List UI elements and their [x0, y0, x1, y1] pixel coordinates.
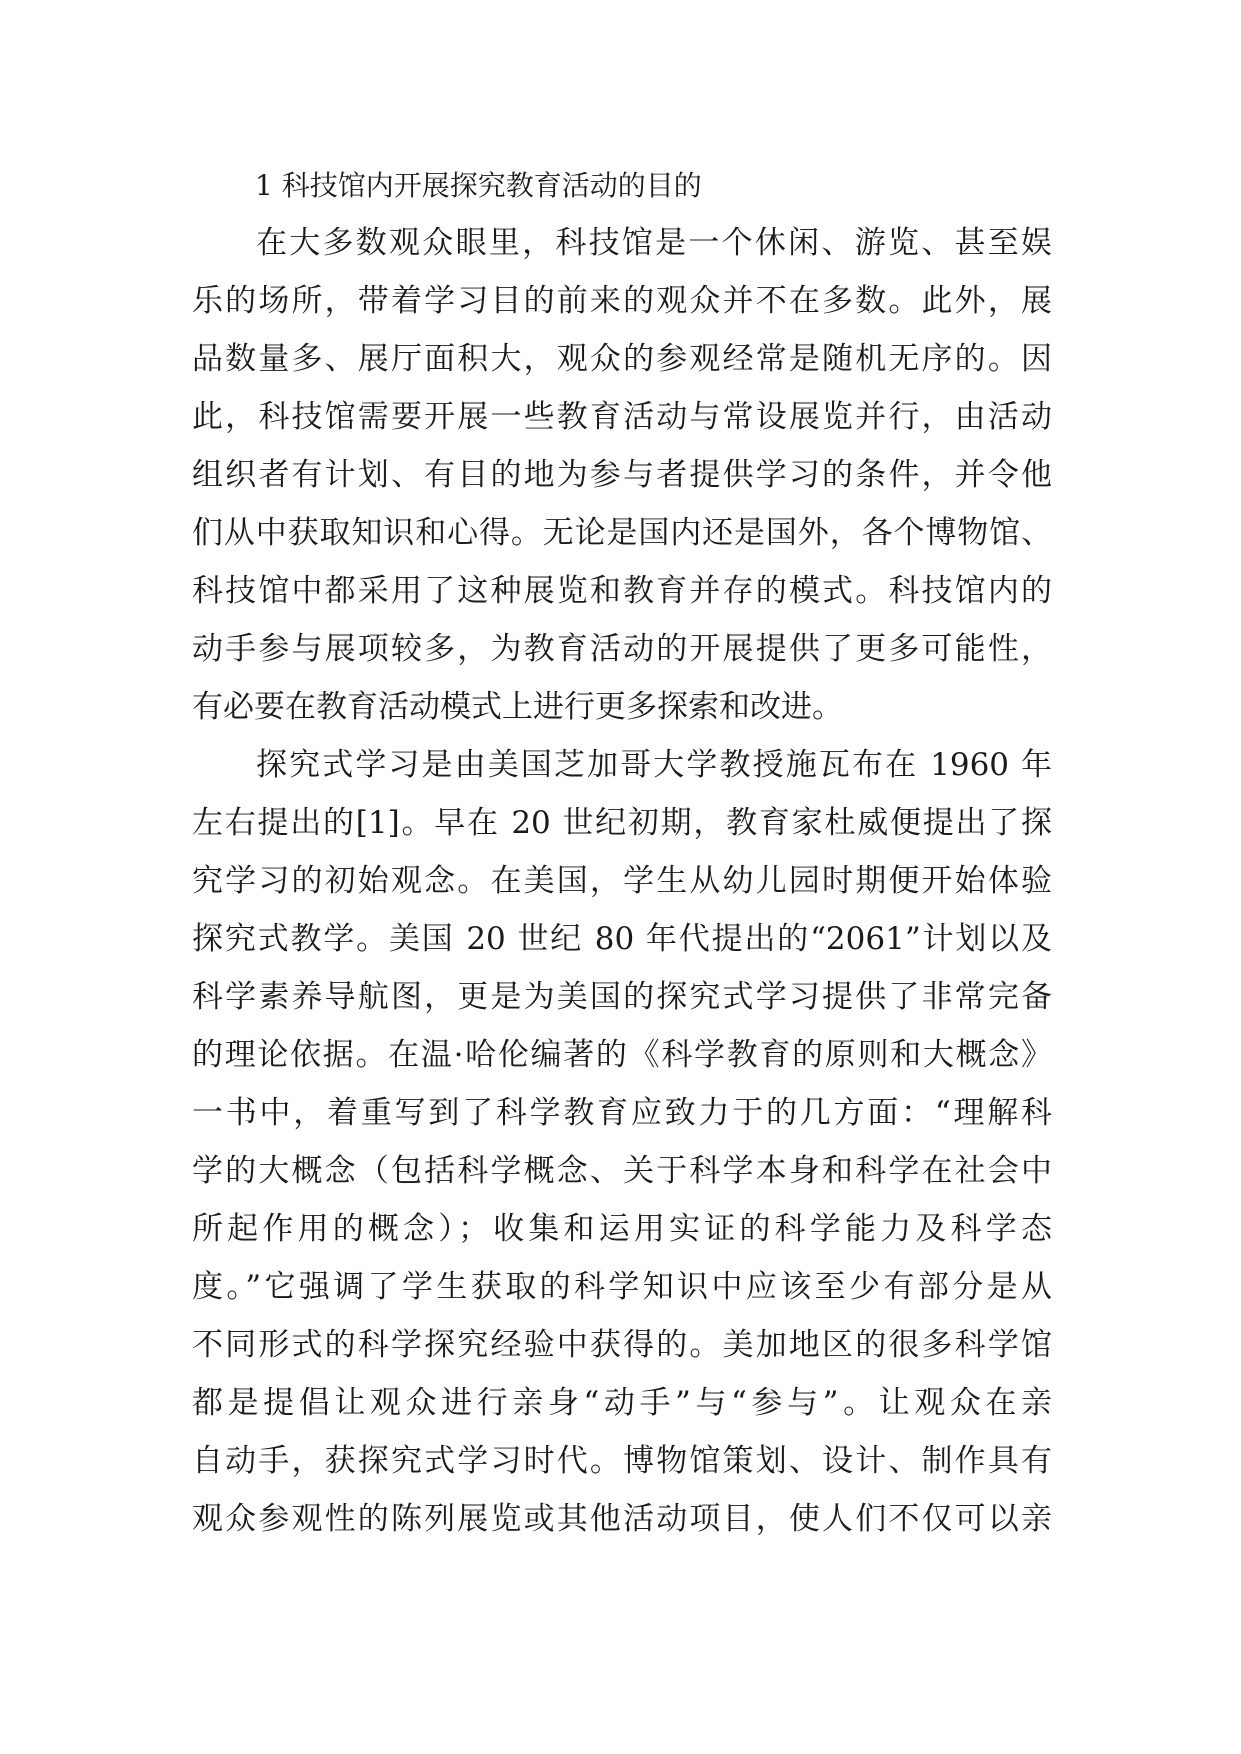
- paragraph-line: 动手参与展项较多，为教育活动的开展提供了更多可能性，: [192, 631, 1052, 667]
- paragraph-1: [192, 214, 1052, 736]
- paragraph-2: [192, 736, 1052, 1548]
- paragraph-line: 都是提倡让观众进行亲身“动手”与“参与”。让观众在亲: [192, 1385, 1052, 1421]
- paragraph-line: 左右提出的[1]。早在 20 世纪初期，教育家杜威便提出了探: [192, 805, 1052, 841]
- paragraph-line: 观众参观性的陈列展览或其他活动项目，使人们不仅可以亲: [192, 1501, 1052, 1537]
- paragraph-line: 究学习的初始观念。在美国，学生从幼儿园时期便开始体验: [192, 863, 1052, 899]
- paragraph-line: 探究式学习是由美国芝加哥大学教授施瓦布在 1960 年: [256, 747, 1052, 783]
- paragraph-line: 所起作用的概念）；收集和运用实证的科学能力及科学态: [192, 1211, 1052, 1247]
- paragraph-line: 科技馆中都采用了这种展览和教育并存的模式。科技馆内的: [192, 573, 1052, 609]
- paragraph-line: 度。”它强调了学生获取的科学知识中应该至少有部分是从: [192, 1269, 1052, 1305]
- paragraph-line: 的理论依据。在温·哈伦编著的《科学教育的原则和大概念》: [192, 1037, 1052, 1073]
- paragraph-line: 学的大概念（包括科学概念、关于科学本身和科学在社会中: [192, 1153, 1052, 1189]
- paragraph-line: 此，科技馆需要开展一些教育活动与常设展览并行，由活动: [192, 399, 1052, 435]
- paragraph-line: 品数量多、展厅面积大，观众的参观经常是随机无序的。因: [192, 341, 1052, 377]
- paragraph-line: 在大多数观众眼里，科技馆是一个休闲、游览、甚至娱: [256, 225, 1052, 261]
- paragraph-line: 乐的场所，带着学习目的前来的观众并不在多数。此外，展: [192, 283, 1052, 319]
- paragraph-line: 科学素养导航图，更是为美国的探究式学习提供了非常完备: [192, 979, 1052, 1015]
- section-heading: 1 科技馆内开展探究教育活动的目的: [255, 169, 702, 202]
- paragraph-line: 组织者有计划、有目的地为参与者提供学习的条件，并令他: [192, 457, 1052, 493]
- paragraph-line: 探究式教学。美国 20 世纪 80 年代提出的“2061”计划以及: [192, 921, 1052, 957]
- paragraph-line: 不同形式的科学探究经验中获得的。美加地区的很多科学馆: [192, 1327, 1052, 1363]
- paragraph-line: 们从中获取知识和心得。无论是国内还是国外，各个博物馆、: [192, 515, 1052, 551]
- paragraph-line: 一书中，着重写到了科学教育应致力于的几方面：“理解科: [192, 1095, 1052, 1131]
- paragraph-line: 自动手，获探究式学习时代。博物馆策划、设计、制作具有: [192, 1443, 1052, 1479]
- paragraph-line: 有必要在教育活动模式上进行更多探索和改进。: [192, 689, 843, 725]
